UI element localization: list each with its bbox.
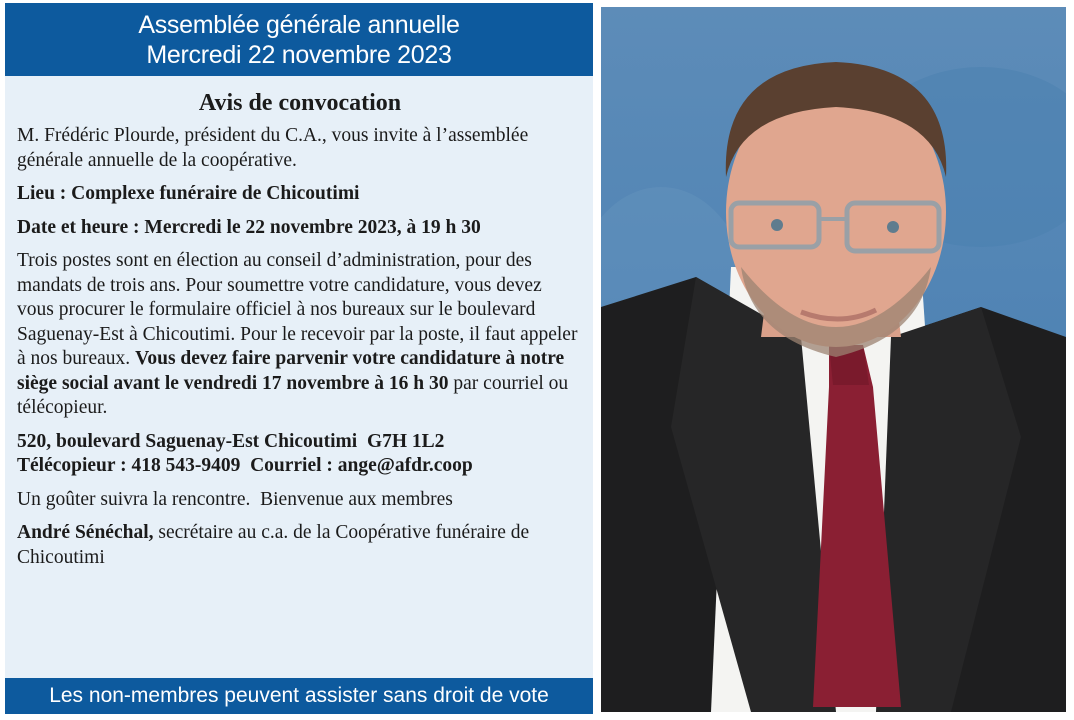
deadline-tail: par courriel ou télécopieur. [17, 372, 569, 418]
location-line: Lieu : Complexe funéraire de Chicoutimi [17, 183, 360, 204]
portrait-illustration [601, 7, 1066, 712]
notice-title: Avis de convocation [198, 90, 402, 116]
contact-line: Télécopieur : 418 543-9409 Courriel : ange@afdr.coop [17, 455, 473, 476]
signature [17, 521, 583, 570]
date-time-line: Date et heure : Mercredi le 22 novembre 2023, à 19 h 30 [17, 216, 481, 238]
intro-paragraph: M. Frédéric Plourde, président du C.A., vous invite à l’assemblée générale annuelle de la coopérative. [17, 125, 529, 171]
portrait-photo [601, 7, 1066, 712]
header-banner [5, 3, 593, 76]
election-paragraph [17, 249, 583, 421]
footer-banner: Les non-membres peuvent assister sans droit de vote [5, 678, 593, 714]
contact-block [17, 430, 583, 479]
address-line: 520, boulevard Saguenay-Est Chicoutimi G7H 1L2 [17, 430, 445, 452]
notice-body [17, 79, 583, 579]
banner-title: Assemblée générale annuelle [138, 10, 460, 39]
banner-date: Mercredi 22 novembre 2023 [146, 40, 452, 69]
gouter-line: Un goûter suivra la rencontre. Bienvenue aux membres [17, 488, 453, 510]
deadline-text: Vous devez faire parvenir votre candidature à notre siège social avant le vendredi 17 novembre à 16 h 30 [17, 348, 565, 394]
signature-role: secrétaire au c.a. de la Coopérative funéraire de Chicoutimi [17, 522, 530, 568]
signature-name: André Sénéchal, [17, 522, 154, 543]
meeting-notice [5, 3, 593, 714]
election-text: Trois postes sont en élection au conseil d’administration, pour des mandats de trois ans. Pour soumettre votre candidature, vous devez vous procurer le formulaire officiel à nos bureaux sur le boulevard Saguenay-Est à Chicoutimi. Pour le recevoir par la poste, il faut appeler à nos bureaux. [17, 250, 578, 369]
